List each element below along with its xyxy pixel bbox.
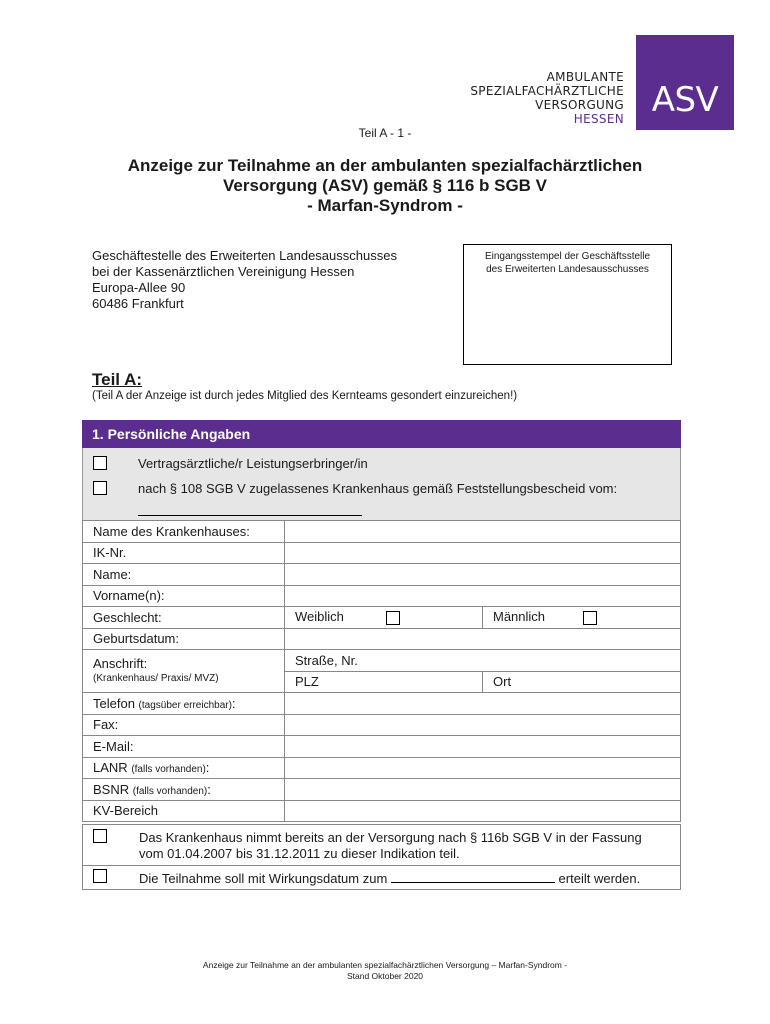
vorname-input[interactable] xyxy=(285,585,681,607)
lanr-label-cell: LANR (falls vorhanden): xyxy=(83,757,285,779)
address-line-3: Europa-Allee 90 xyxy=(92,280,186,295)
checkbox-effective-date[interactable] xyxy=(93,869,107,883)
page-indicator: Teil A - 1 - xyxy=(358,126,412,140)
personal-data-table xyxy=(82,520,681,822)
checkbox-prior-participation[interactable] xyxy=(93,829,107,843)
table-row xyxy=(83,564,681,586)
title-line-2: Versorgung (ASV) gemäß § 116 b SGB V xyxy=(222,176,548,195)
anschrift-label-cell xyxy=(83,650,285,693)
asv-logo-badge: ASV xyxy=(636,35,734,130)
table-row xyxy=(83,628,681,650)
teil-a-heading: Teil A: xyxy=(92,370,143,389)
effective-date-field[interactable] xyxy=(391,869,555,883)
ik-input[interactable] xyxy=(285,542,681,564)
weiblich-cell xyxy=(285,607,483,629)
geschlecht-label: Geschlecht: xyxy=(83,607,285,629)
effective-date-row xyxy=(139,869,669,886)
logo-line-4: HESSEN xyxy=(573,112,624,126)
table-row xyxy=(83,521,681,543)
logo-wordmark xyxy=(470,70,624,126)
kv-label: KV-Bereich xyxy=(83,800,285,822)
logo-line-1: AMBULANTE xyxy=(546,70,624,84)
lanr-note: (falls vorhanden) xyxy=(131,764,206,776)
lanr-label: LANR xyxy=(93,760,128,776)
recipient-address xyxy=(92,248,397,312)
table-row xyxy=(83,542,681,564)
anschrift-note: (Krankenhaus/ Praxis/ MVZ) xyxy=(93,673,219,684)
krankenhaus-label: Name des Krankenhauses: xyxy=(83,521,285,543)
option-krankenhaus-label: nach § 108 SGB V zugelassenes Krankenhaus gemäß Feststellungsbescheid vom: xyxy=(138,481,618,496)
table-row xyxy=(83,800,681,822)
fax-input[interactable] xyxy=(285,714,681,736)
anschrift-label: Anschrift: xyxy=(93,656,148,671)
geburtsdatum-label: Geburtsdatum: xyxy=(83,628,285,650)
maennlich-checkbox[interactable] xyxy=(583,611,597,625)
fax-label: Fax: xyxy=(83,714,285,736)
prior-participation-row xyxy=(83,825,680,866)
geburtsdatum-input[interactable] xyxy=(285,628,681,650)
lanr-input[interactable] xyxy=(285,757,681,779)
logo-line-2: SPEZIALFACHÄRZTLICHE xyxy=(470,84,624,98)
bsnr-input[interactable] xyxy=(285,779,681,801)
address-line-4: 60486 Frankfurt xyxy=(92,296,184,311)
plz-input[interactable]: PLZ xyxy=(285,671,483,693)
table-row xyxy=(83,650,681,672)
prior-participation-text: Das Krankenhaus nimmt bereits an der Versorgung nach § 116b SGB V in der Fassung vom 01.04.2007 bis 31.12.2011 zu dieser Indikation teil. xyxy=(139,830,642,861)
weiblich-label: Weiblich xyxy=(295,609,344,625)
ik-label: IK-Nr. xyxy=(83,542,285,564)
bsnr-note: (falls vorhanden) xyxy=(132,785,208,797)
address-line-1: Geschäftestelle des Erweiterten Landesausschusses xyxy=(92,248,397,263)
telefon-input[interactable] xyxy=(285,693,681,715)
stamp-line-2: des Erweiterten Landesausschusses xyxy=(486,264,649,275)
stamp-line-1: Eingangsstempel der Geschäftsstelle xyxy=(484,251,651,262)
footer-line-2: Stand Oktober 2020 xyxy=(346,971,424,981)
bsnr-label: BSNR xyxy=(93,781,130,797)
table-row xyxy=(83,585,681,607)
footer-line-1: Anzeige zur Teilnahme an der ambulanten spezialfachärztlichen Versorgung – Marfan-Syndrom - xyxy=(202,960,568,970)
checkbox-vertragsarzt[interactable] xyxy=(93,456,107,470)
effective-date-text-before: Die Teilnahme soll mit Wirkungsdatum zum xyxy=(139,871,388,886)
strasse-input[interactable]: Straße, Nr. xyxy=(285,650,681,672)
bescheid-date-field[interactable] xyxy=(138,500,362,516)
table-row xyxy=(83,714,681,736)
bsnr-label-cell: BSNR (falls vorhanden): xyxy=(83,779,285,801)
telefon-note: (tagsüber erreichbar) xyxy=(138,699,232,711)
receipt-stamp-box xyxy=(463,244,672,365)
table-row xyxy=(83,779,681,801)
page-footer xyxy=(0,960,770,982)
address-line-2: bei der Kassenärztlichen Vereinigung Hessen xyxy=(92,264,355,279)
table-row xyxy=(83,607,681,629)
checkbox-krankenhaus[interactable] xyxy=(93,481,107,495)
logo-line-3: VERSORGUNG xyxy=(535,98,624,112)
provider-type-options xyxy=(82,448,681,520)
krankenhaus-input[interactable] xyxy=(285,521,681,543)
email-label: E-Mail: xyxy=(83,736,285,758)
title-line-3: - Marfan-Syndrom - xyxy=(307,196,463,215)
title-line-1: Anzeige zur Teilnahme an der ambulanten spezialfachärztlichen xyxy=(127,156,643,175)
ort-input[interactable]: Ort xyxy=(483,671,681,693)
table-row xyxy=(83,757,681,779)
telefon-label: Telefon xyxy=(93,695,135,711)
weiblich-checkbox[interactable] xyxy=(386,611,400,625)
vorname-label: Vorname(n): xyxy=(83,585,285,607)
name-input[interactable] xyxy=(285,564,681,586)
effective-date-text-after: erteilt werden. xyxy=(558,871,641,886)
maennlich-label: Männlich xyxy=(493,609,546,625)
document-title xyxy=(0,156,770,216)
option-vertragsarzt-label: Vertragsärztliche/r Leistungserbringer/in xyxy=(138,456,368,471)
table-row xyxy=(83,736,681,758)
table-row xyxy=(83,693,681,715)
teil-a-subtitle: (Teil A der Anzeige ist durch jedes Mitglied des Kernteams gesondert einzureichen!) xyxy=(92,390,518,402)
section-header-personal: 1. Persönliche Angaben xyxy=(82,420,681,448)
name-label: Name: xyxy=(83,564,285,586)
email-input[interactable] xyxy=(285,736,681,758)
telefon-label-cell: Telefon (tagsüber erreichbar): xyxy=(83,693,285,715)
participation-options xyxy=(82,824,681,890)
maennlich-cell xyxy=(483,607,681,629)
kv-input[interactable] xyxy=(285,800,681,822)
